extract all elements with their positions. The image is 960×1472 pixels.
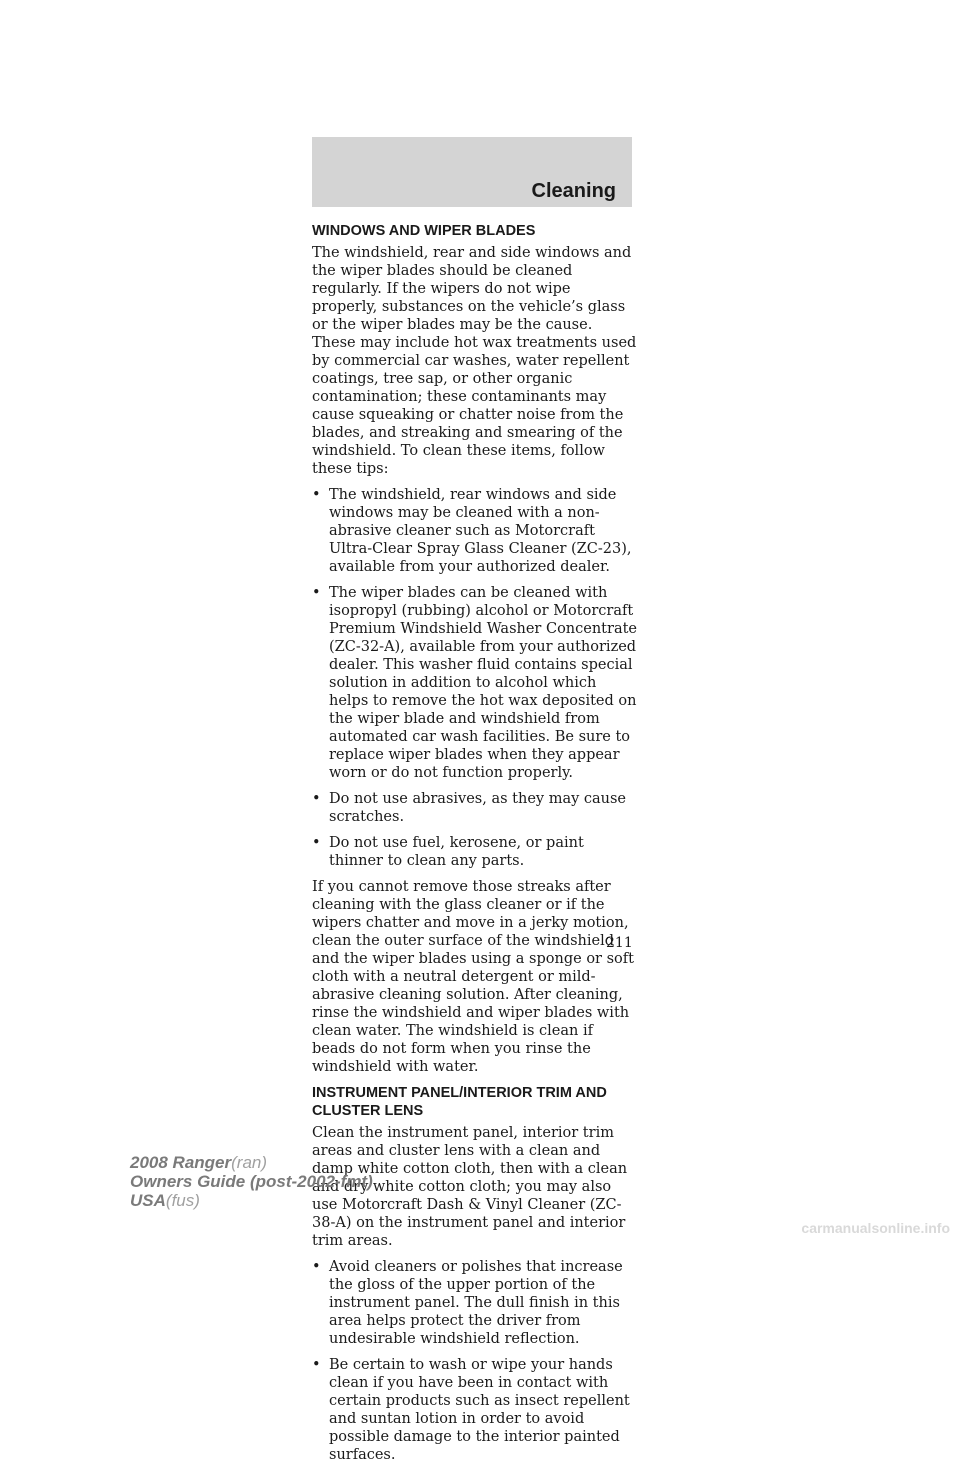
page-content [312, 222, 637, 1472]
list-item: • Do not use abrasives, as they may cause scratches. [312, 791, 627, 825]
document-footer [130, 1153, 373, 1210]
footer-model: 2008 Ranger [130, 1153, 232, 1172]
list-item: • Do not use fuel, kerosene, or paint thinner to clean any parts. [312, 835, 584, 869]
instrument-intro-paragraph: Clean the instrument panel, interior trim areas and cluster lens with a clean and damp white cotton cloth, then with a clean and dry white cotton cloth; you may also use Motorcraft Dash & Vinyl Cleaner (ZC-38-A) on the instrument panel and interior trim areas. [312, 1125, 628, 1249]
bullet-icon: • [312, 1259, 321, 1275]
bullet-icon: • [312, 791, 321, 807]
footer-market: USA [130, 1191, 166, 1210]
windows-intro-paragraph: The windshield, rear and side windows and the wiper blades should be cleaned regularly. If the wipers do not wipe properly, substances on the vehicle’s glass or the wiper blades may be the cause. These may include hot wax treatments used by commercial car washes, water repellent coatings, tree sap, or other organic contamination; these contaminants may cause squeaking or chatter noise from the blades, and streaking and smearing of the windshield. To clean these items, follow these tips: [312, 245, 637, 477]
windows-outro-paragraph: If you cannot remove those streaks after cleaning with the glass cleaner or if the wipers chatter and move in a jerky motion, clean the outer surface of the windshield and the wiper blades using a sponge or soft cloth with a neutral detergent or mild-abrasive cleaning solution. After cleaning, rinse the windshield and wiper blades with clean water. The windshield is clean if beads do not form when you rinse the windshield with water. [312, 879, 634, 1075]
footer-guide: Owners Guide (post-2002-fmt) [130, 1172, 373, 1191]
page-number: 211 [606, 935, 633, 951]
heading-instrument-panel: INSTRUMENT PANEL/INTERIOR TRIM AND CLUSTER LENS [312, 1085, 607, 1119]
bullet-icon: • [312, 585, 321, 601]
instrument-tips-list [312, 1258, 637, 1464]
windows-tips-list [312, 486, 637, 870]
list-item: • Be certain to wash or wipe your hands clean if you have been in contact with certain products such as insect repellent and suntan lotion in order to avoid possible damage to the interior painted surfaces. [312, 1357, 630, 1463]
section-header-band [312, 137, 632, 207]
footer-model-code: (ran) [231, 1153, 268, 1172]
list-item: • The windshield, rear windows and side windows may be cleaned with a non-abrasive cleaner such as Motorcraft Ultra-Clear Spray Glass Cleaner (ZC-23), available from your authorized dealer. [312, 487, 632, 575]
bullet-icon: • [312, 487, 321, 503]
footer-market-code: (fus) [165, 1191, 200, 1210]
heading-windows-wiper: WINDOWS AND WIPER BLADES [312, 223, 536, 239]
bullet-icon: • [312, 835, 321, 851]
bullet-icon: • [312, 1357, 321, 1373]
list-item: • The wiper blades can be cleaned with isopropyl (rubbing) alcohol or Motorcraft Premium Windshield Washer Concentrate (ZC-32-A), available from your authorized dealer. This washer fluid contains special solution in addition to alcohol which helps to remove the hot wax deposited on the wiper blade and windshield from automated car wash facilities. Be sure to replace wiper blades when they appear worn or do not function properly. [312, 585, 637, 781]
watermark: carmanualsonline.info [801, 1220, 950, 1236]
list-item: • Avoid cleaners or polishes that increase the gloss of the upper portion of the instrument panel. The dull finish in this area helps protect the driver from undesirable windshield reflection. [312, 1259, 623, 1347]
section-title: Cleaning [531, 180, 616, 202]
